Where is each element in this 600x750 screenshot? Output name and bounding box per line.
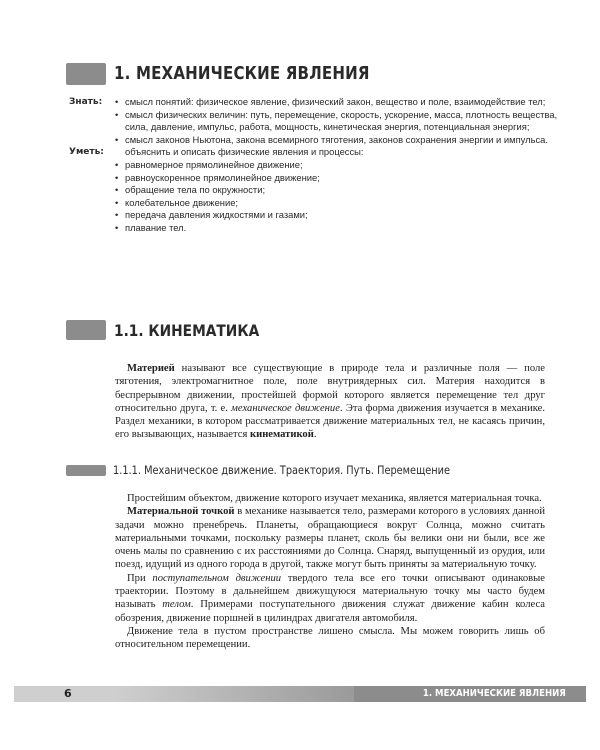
list-item: • равноускоренное прямолинейное движение; <box>115 171 320 183</box>
can-intro: объяснить и описать физические явления и процессы: <box>125 146 364 158</box>
list-item: • равномерное прямолинейное движение; <box>115 158 303 170</box>
list-item: • колебательное движение; <box>115 196 239 208</box>
term-body: телом <box>162 599 191 611</box>
list-item: • передача давления жидкостями и газами; <box>115 209 308 221</box>
subsection-heading <box>66 462 510 478</box>
list-item: • плавание тел. <box>115 221 187 233</box>
know-group <box>69 96 569 146</box>
paragraph-1: Простейшим объектом, движение которого изучает механика, является материальная точка. <box>127 493 542 504</box>
page-number: 6 <box>64 687 72 700</box>
list-item: • смысл физических величин: путь, перемещение, скорость, ускорение, масса, плотность вещества, сила, давление, импульс, работа, мощность, кинетическая энергия, потенциальная энергия; <box>115 108 558 133</box>
section-heading-bar <box>66 320 106 340</box>
section-heading <box>66 319 283 341</box>
learning-goals <box>69 96 569 235</box>
term-material-point: Материальной точкой <box>127 506 235 518</box>
body-text <box>115 492 545 652</box>
running-title: 1. МЕХАНИЧЕСКИЕ ЯВЛЕНИЯ <box>423 688 566 699</box>
chapter-heading <box>66 61 411 87</box>
footer-right-band <box>354 686 586 702</box>
subsection-heading-bar <box>66 465 106 476</box>
paragraph-2: Материальной точкой в механике называется тело, размерами которого в условиях данной задачи можно пренебречь. Планеты, обращающиеся вокруг Солнца, можно считать материальными точками, поскольку размеры планет, сколь бы велики они ни были, все же очень малы по сравнению с их расстояниями до Солнца. Снаряд, выпущенный из орудия, или поезд, идущий из одного города в другой, также могут быть приняты за материальную точку. <box>115 506 546 571</box>
know-list <box>69 96 569 146</box>
term-matter: Материей <box>127 363 175 374</box>
can-label: Уметь: <box>69 147 104 158</box>
term-translational-motion: поступательном движении <box>152 572 282 584</box>
term-mechanical-motion: механическое движение <box>231 402 340 414</box>
chapter-heading-bar <box>66 63 106 85</box>
can-list <box>69 146 569 234</box>
paragraph-4: Движение тела в пустом пространстве лишено смысла. Мы можем говорить лишь об относительном перемещении. <box>115 625 545 651</box>
can-group <box>69 146 569 234</box>
page-footer <box>14 686 586 702</box>
list-item: • смысл законов Ньютона, закона всемирного тяготения, законов сохранения энергии и импульса. <box>115 133 548 145</box>
chapter-title: 1. МЕХАНИЧЕСКИЕ ЯВЛЕНИЯ <box>114 64 370 84</box>
term-kinematics: кинематикой <box>249 429 314 441</box>
list-item: • смысл понятий: физическое явление, физический закон, вещество и поле, взаимодействие тел; <box>115 96 546 107</box>
section-title: 1.1. КИНЕМАТИКА <box>114 320 260 340</box>
list-item: • обращение тела по окружности; <box>115 184 266 196</box>
kinematics-paragraph: Материей называют все существующие в природе тела и различные поля — поле тяготения, электромагнитное поле, поле внутриядерных сил. Материя находится в беспрерывном движении, простейшей формой которого является перемещение тел друг относительно друга, т. е. механическое движение. Эта форма движения изучается в механике. Раздел механики, в котором рассматривается движение материальных тел, не касаясь причин, его вызывающих, называется кинематикой. <box>115 363 545 441</box>
footer-gradient-band <box>114 686 354 702</box>
paragraph-3: При поступательном движении твердого тела все его точки описывают одинаковые траектории. Поэтому в дальнейшем движущуюся материальную точку мы часто будем называть телом. Примерами поступательного движения служат движение кабин колеса обозрения, движение поршней в цилиндрах двигателя автомобиля. <box>115 572 546 624</box>
know-label: Знать: <box>69 97 103 107</box>
subsection-title: 1.1.1. Механическое движение. Траектория. Путь. Перемещение <box>113 463 451 477</box>
